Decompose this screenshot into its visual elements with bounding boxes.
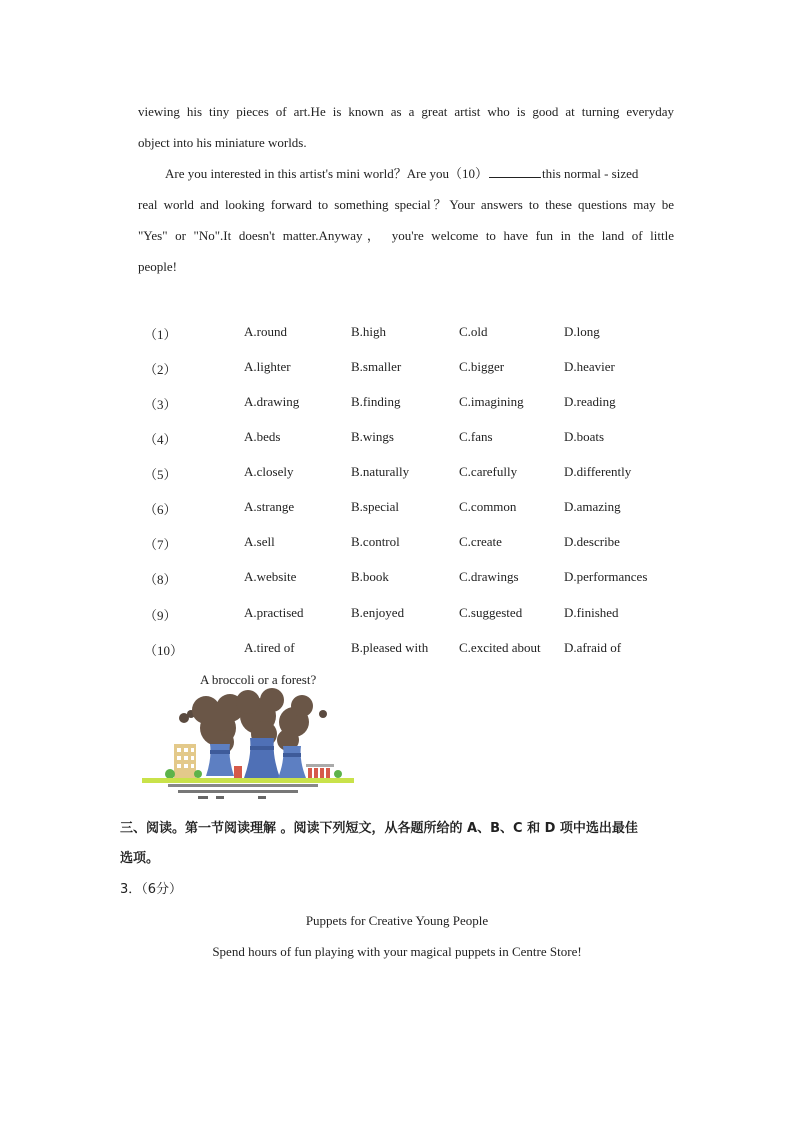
option-d: D.reading [564, 394, 616, 409]
option-b: B.enjoyed [351, 605, 405, 620]
option-d: D.finished [564, 605, 619, 620]
passage-line [138, 158, 674, 189]
question-number: （8） [144, 572, 177, 587]
passage-subtitle: Spend hours of fun playing with your magical puppets in Centre Store! [212, 944, 582, 959]
option-a: A.sell [244, 534, 275, 549]
option-row [144, 499, 684, 519]
section-heading-line: 三、阅读。第一节阅读理解 。阅读下列短文，从各题所给的 A、B、C 和 D 项中选出最佳 [120, 821, 638, 836]
passage-line: object into his miniature worlds. [138, 135, 307, 150]
option-row [144, 569, 684, 589]
option-row [144, 640, 684, 660]
option-b: B.book [351, 569, 389, 584]
option-b: B.smaller [351, 359, 402, 374]
option-c: C.bigger [459, 359, 505, 374]
passage-line: viewing his tiny pieces of art.He is known as a great artist who is good at turning everyday [138, 104, 674, 119]
option-d: D.amazing [564, 499, 621, 514]
option-row [144, 534, 684, 554]
passage-text: this normal - sized [541, 166, 639, 181]
passage-paragraph-2 [138, 158, 674, 282]
answer-blank [489, 164, 541, 178]
option-a: A.drawing [244, 394, 300, 409]
passage-title: Puppets for Creative Young People [305, 913, 489, 928]
question-number: （4） [144, 432, 177, 447]
option-b: B.wings [351, 429, 394, 444]
option-a: A.beds [244, 429, 281, 444]
option-row [144, 324, 684, 344]
option-c: C.carefully [459, 464, 518, 479]
option-c: C.excited about [459, 640, 541, 655]
question-number: （7） [144, 537, 177, 552]
question-number: （6） [144, 502, 177, 517]
question-number: （9） [144, 608, 177, 623]
option-b: B.special [351, 499, 400, 514]
option-row [144, 605, 684, 625]
option-a: A.closely [244, 464, 294, 479]
option-d: D.long [564, 324, 600, 339]
factory-smoke-illustration [138, 688, 356, 806]
option-a: A.tired of [244, 640, 295, 655]
option-c: C.drawings [459, 569, 519, 584]
passage-line: real world and looking forward to something special？Your answers to these questions may be [138, 197, 674, 212]
option-b: B.naturally [351, 464, 410, 479]
option-a: A.strange [244, 499, 295, 514]
passage-line: "Yes" or "No".It doesn't matter.Anyway， you're welcome to have fun in the land of little [138, 228, 674, 243]
option-d: D.describe [564, 534, 620, 549]
option-b: B.finding [351, 394, 401, 409]
question-number: （5） [144, 467, 177, 482]
option-b: B.high [351, 324, 387, 339]
question-number: （10） [144, 643, 184, 658]
option-d: D.differently [564, 464, 632, 479]
option-a: A.round [244, 324, 287, 339]
option-c: C.create [459, 534, 502, 549]
option-d: D.boats [564, 429, 605, 444]
section-heading-line: 选项。 [120, 851, 160, 866]
passage-line: people! [138, 259, 177, 274]
question-number-label: 3．（6分） [120, 882, 183, 897]
question-number: （2） [144, 362, 177, 377]
illustration-caption: A broccoli or a forest? [200, 672, 317, 687]
option-c: C.fans [459, 429, 493, 444]
option-row [144, 359, 684, 379]
option-d: D.heavier [564, 359, 615, 374]
option-a: A.lighter [244, 359, 291, 374]
question-number: （1） [144, 327, 177, 342]
option-row [144, 429, 684, 449]
question-number: （3） [144, 397, 177, 412]
option-d: D.afraid of [564, 640, 622, 655]
option-row [144, 394, 684, 414]
option-b: B.control [351, 534, 400, 549]
passage-paragraph-1 [138, 96, 674, 158]
option-d: D.performances [564, 569, 648, 584]
section-heading [120, 814, 676, 874]
passage-text: Are you interested in this artist's mini world？Are you（10） [165, 166, 488, 181]
option-c: C.suggested [459, 605, 523, 620]
option-a: A.website [244, 569, 297, 584]
option-c: C.old [459, 324, 488, 339]
option-row [144, 464, 684, 484]
option-b: B.pleased with [351, 640, 429, 655]
option-a: A.practised [244, 605, 304, 620]
option-c: C.common [459, 499, 517, 514]
option-c: C.imagining [459, 394, 524, 409]
